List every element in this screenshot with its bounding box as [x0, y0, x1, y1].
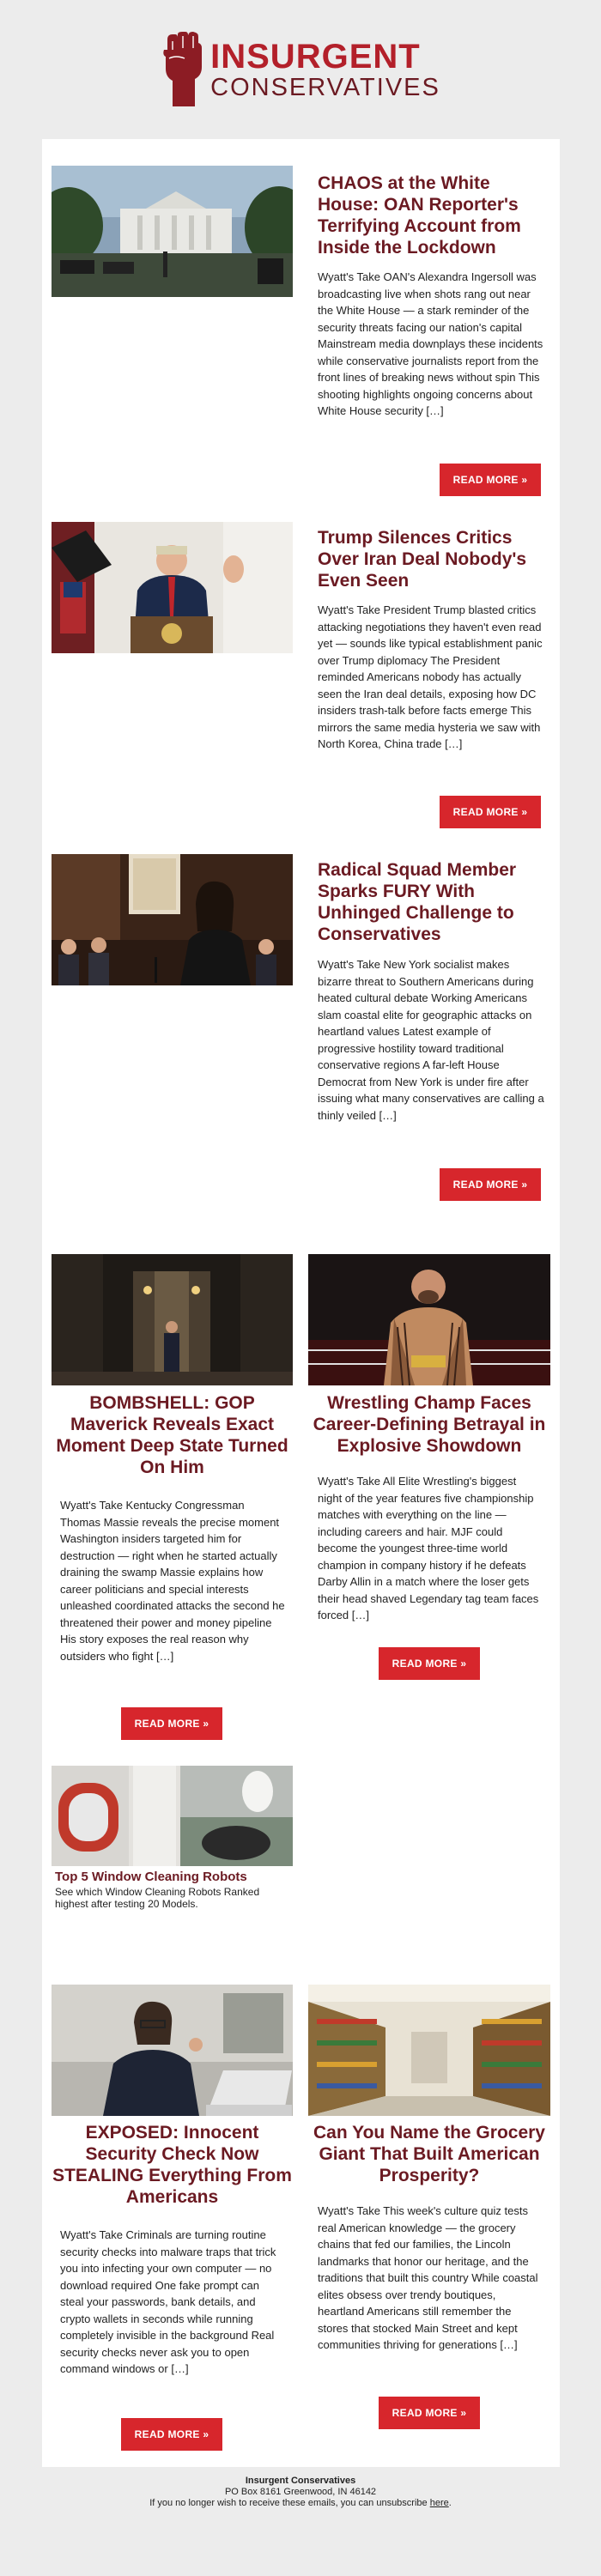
unsubscribe-text: If you no longer wish to receive these emails, you can unsubscribe	[149, 2498, 428, 2508]
email-footer	[0, 2476, 601, 2509]
read-more-button[interactable]: READ MORE »	[440, 464, 541, 496]
article-title[interactable]: BOMBSHELL: GOP Maverick Reveals Exact Moment Deep State Turned On Him	[56, 1393, 288, 1477]
article-excerpt: Wyatt's Take This week's culture quiz tests real American knowledge — the grocery chains that fed our families, the Lincoln landmarks that honor our heritage, and the traditions that built this country While coastal elites obsess over trendy boutiques, heartland Americans still remember the stores that stocked Main Street and kept communities thriving for generations […]	[318, 2204, 538, 2351]
read-more-button[interactable]: READ MORE »	[379, 2397, 480, 2429]
footer-address: PO Box 8161 Greenwood, IN 46142	[224, 2487, 377, 2497]
article-title[interactable]: CHAOS at the White House: OAN Reporter's Terrifying Account from Inside the Lockdown	[318, 173, 521, 258]
unsubscribe-link[interactable]: here	[429, 2498, 449, 2508]
unsubscribe-suffix: .	[448, 2498, 452, 2508]
read-more-button[interactable]: READ MORE »	[121, 2418, 222, 2451]
ad-title[interactable]: Top 5 Window Cleaning Robots	[55, 1870, 247, 1884]
article-image-capitol-hallway[interactable]	[52, 1254, 293, 1385]
article-excerpt: Wyatt's Take New York socialist makes bizarre threat to Southern Americans during heated cultural debate Working Americans slam coastal elite for geographic attacks on heartland values Latest example of progressive hostility toward traditional conservative regions A far-left House Democrat from New York is under fire after issuing what many conservatives are calling a thinly veiled […]	[318, 958, 544, 1122]
article-image-white-house[interactable]	[52, 166, 293, 297]
article-title[interactable]: Radical Squad Member Sparks FURY With Unhinged Challenge to Conservatives	[318, 860, 517, 944]
article-title[interactable]: Trump Silences Critics Over Iran Deal Nobody's Even Seen	[318, 528, 527, 591]
brand-logo[interactable]	[161, 31, 440, 108]
article-title[interactable]: Can You Name the Grocery Giant That Built American Prosperity?	[313, 2123, 545, 2185]
brand-name-bottom: CONSERVATIVES	[210, 73, 440, 101]
read-more-button[interactable]: READ MORE »	[121, 1707, 222, 1740]
article-image-congress-hearing[interactable]	[52, 854, 293, 985]
footer-unsubscribe	[0, 2498, 601, 2509]
footer-name: Insurgent Conservatives	[245, 2476, 356, 2486]
article-title[interactable]: Wrestling Champ Faces Career-Defining Betrayal in Explosive Showdown	[313, 1393, 546, 1456]
brand-name-top: INSURGENT	[210, 37, 421, 76]
ad-image-window-robots[interactable]	[52, 1766, 293, 1866]
read-more-button[interactable]: READ MORE »	[379, 1647, 480, 1680]
article-image-trump-podium[interactable]	[52, 522, 293, 653]
article-image-wrestler[interactable]	[308, 1254, 550, 1385]
article-excerpt: Wyatt's Take President Trump blasted critics attacking negotiations they haven't even read yet — sounds like typical establishment panic over Trump diplomacy The President reminded Americans nobody has actually seen the Iran deal details, exposing how DC insiders trash-talk before facts emerge This mirrors the same media hysteria we saw with North Korea, China trade […]	[318, 603, 543, 750]
read-more-button[interactable]: READ MORE »	[440, 1168, 541, 1201]
article-image-woman-laptop[interactable]	[52, 1985, 293, 2116]
email-header	[0, 0, 601, 139]
article-image-grocery-aisle[interactable]	[308, 1985, 550, 2116]
article-title[interactable]: EXPOSED: Innocent Security Check Now STEALING Everything From Americans	[52, 2123, 292, 2207]
ad-text: See which Window Cleaning Robots Ranked highest after testing 20 Models.	[55, 1886, 260, 1910]
article-excerpt: Wyatt's Take OAN's Alexandra Ingersoll was broadcasting live when shots rang out near the White House — a stark reminder of the security threats facing our nation's capital Mainstream media downplays these incidents while conservative journalists report from the front lines of breaking news without spin This shooting highlights ongoing concerns about White House security […]	[318, 270, 543, 417]
article-excerpt: Wyatt's Take All Elite Wrestling's biggest night of the year features five championship matches with everything on the line — including careers and hair. MJF could become the youngest three-time world champion in company history if he defeats Darby Allin in a match where the loser gets their head shaved Legendary tag team faces forced […]	[318, 1475, 539, 1621]
article-excerpt: Wyatt's Take Kentucky Congressman Thomas Massie reveals the precise moment Washington insiders targeted him for destruction — right when he started actually draining the swamp Massie explains how career politicians and special interests unleashed coordinated attacks the second he threatened their power and money pipeline His story exposes the real reason why outsiders who fight […]	[60, 1499, 285, 1663]
raised-fist-icon	[161, 31, 203, 108]
read-more-button[interactable]: READ MORE »	[440, 796, 541, 828]
article-excerpt: Wyatt's Take Criminals are turning routine security checks into malware traps that trick you into infecting your own computer — no download required One fake prompt can steal your passwords, bank details, and crypto wallets in seconds while running completely invisible in the background Real security checks never ask you to open command windows or […]	[60, 2228, 276, 2375]
